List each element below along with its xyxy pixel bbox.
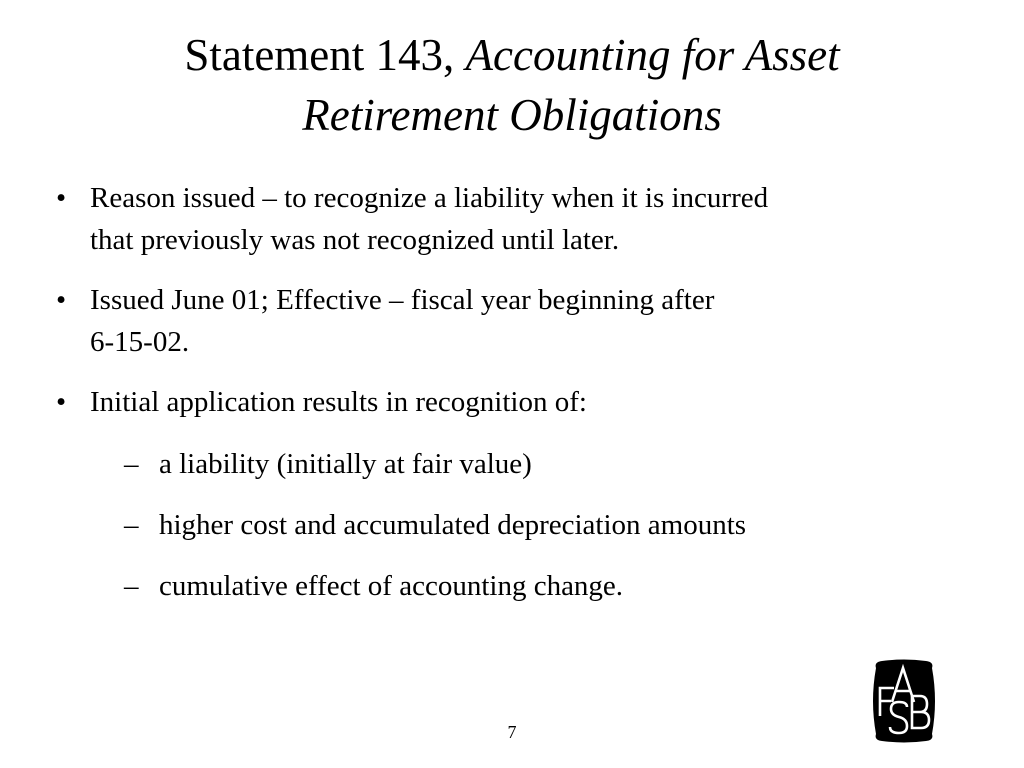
subbullet-liability [124,443,919,485]
subbullet-higher-cost [124,504,919,546]
bullet-reason-issued [56,177,910,261]
subbullet-cumulative-effect [124,565,919,607]
bullet-text-line2: that previously was not recognized until later. [90,224,620,256]
bullet-text-line2: 6-15-02. [90,326,190,358]
bullet-marker: • [56,182,67,214]
bullet-text-line1: Initial application results in recognition of: [90,386,587,418]
subbullet-text: cumulative effect of accounting change. [159,570,624,602]
title-italic-line2: Retirement Obligations [302,90,722,140]
dash-marker: – [124,448,139,480]
dash-marker: – [124,570,139,602]
page-number: 7 [507,722,517,742]
bullet-issued-effective [56,279,910,363]
bullet-text-line1: Issued June 01; Effective – fiscal year beginning after [90,284,715,316]
bullet-marker: • [56,386,67,418]
fasb-logo-icon [870,658,938,744]
title-italic-line1: Accounting for Asset [465,30,840,80]
bullet-marker: • [56,284,67,316]
bullet-text-line1: Reason issued – to recognize a liability when it is incurred [90,182,769,214]
dash-marker: – [124,509,139,541]
subbullet-text: higher cost and accumulated depreciation amounts [159,509,747,541]
bullet-initial-application [56,381,910,423]
slide-title [60,25,964,145]
subbullet-text: a liability (initially at fair value) [159,448,532,480]
title-plain: Statement 143, [184,30,455,80]
